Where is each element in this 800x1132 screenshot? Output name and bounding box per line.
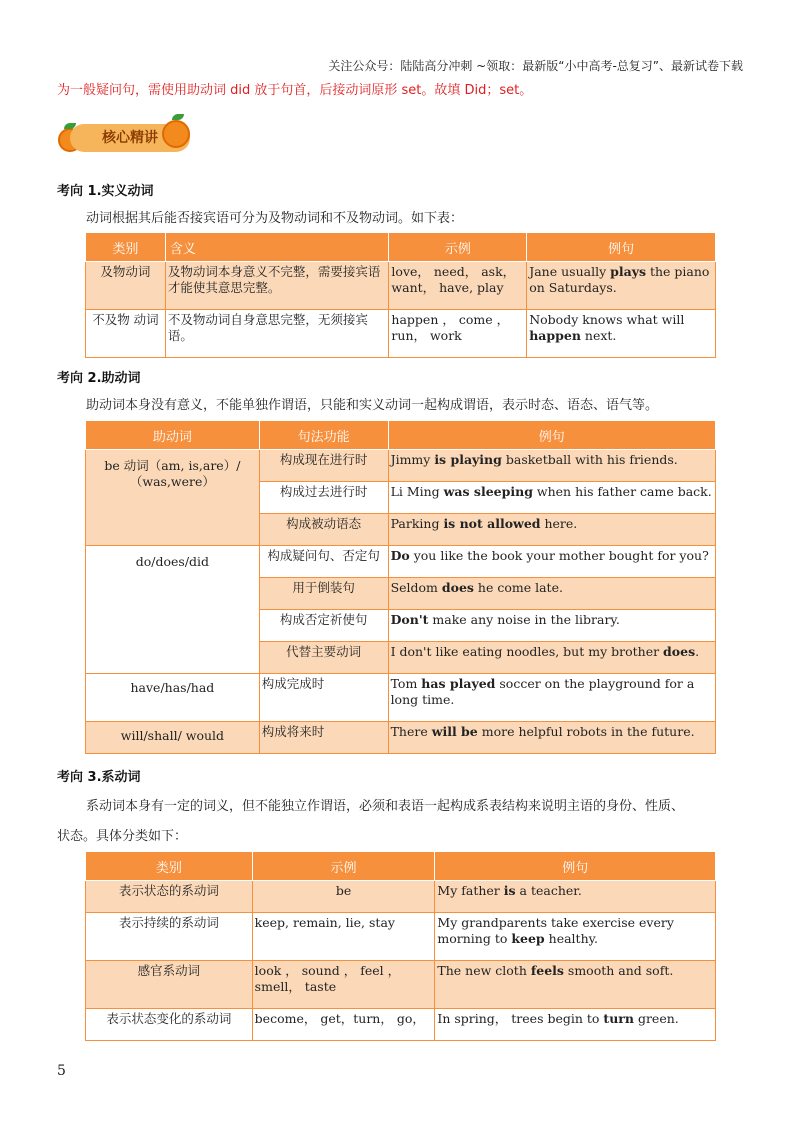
category-cell: 表示状态变化的系动词 <box>86 1009 253 1041</box>
sentence-cell: There will be more helpful robots in the future. <box>388 722 715 754</box>
category-cell: 感官系动词 <box>86 961 253 1009</box>
table-row <box>86 310 716 358</box>
sentence-cell: Seldom does he come late. <box>388 578 715 610</box>
sentence-cell: In spring， trees begin to turn green. <box>435 1009 716 1041</box>
table-header <box>86 233 716 262</box>
col-header: 例句 <box>527 233 716 262</box>
table-row <box>86 1009 716 1041</box>
section-3-desc-1: 系动词本身有一定的词义，但不能独立作谓语，必须和表语一起构成系表结构来说明主语的身份、性质、 <box>86 799 685 814</box>
page-header: 关注公众号：陆陆高分冲刺 ~领取：最新版“小中高考-总复习”、最新试卷下载 <box>328 59 743 73</box>
meaning-cell: 不及物动词自身意思完整，无须接宾语。 <box>165 310 389 358</box>
examples-cell: be <box>252 881 435 913</box>
sentence-cell: Don't make any noise in the library. <box>388 610 715 642</box>
col-header: 类别 <box>86 233 166 262</box>
table-header <box>86 852 716 881</box>
function-cell: 构成将来时 <box>259 722 388 754</box>
function-cell: 构成过去进行时 <box>259 482 388 514</box>
table-row <box>86 450 716 482</box>
col-header: 助动词 <box>86 421 260 450</box>
table-row <box>86 881 716 913</box>
function-cell: 构成疑问句、否定句 <box>259 546 388 578</box>
table-notional-verbs <box>85 232 716 358</box>
sentence-cell: Parking is not allowed here. <box>388 514 715 546</box>
sentence-cell: Tom has played soccer on the playground for a long time. <box>388 674 715 722</box>
section-3-desc-2: 状态。具体分类如下： <box>57 829 188 844</box>
col-header: 示例 <box>389 233 527 262</box>
aux-group-cell: will/shall/ would <box>86 722 260 754</box>
section-1-desc: 动词根据其后能否接宾语可分为及物动词和不及物动词。如下表： <box>86 211 464 226</box>
orange-icon-right <box>162 120 190 148</box>
aux-group-cell: do/does/did <box>86 546 260 674</box>
category-cell: 不及物 动词 <box>86 310 166 358</box>
leaf-icon-right <box>172 114 184 120</box>
table-row <box>86 913 716 961</box>
examples-cell: look ， sound ， feel ，smell， taste <box>252 961 435 1009</box>
function-cell: 用于倒装句 <box>259 578 388 610</box>
function-cell: 构成完成时 <box>259 674 388 722</box>
section-2-title: 考向 2.助动词 <box>57 371 141 386</box>
sentence-cell: Jane usually plays the piano on Saturdays. <box>527 262 716 310</box>
col-header: 示例 <box>252 852 435 881</box>
table-auxiliary-verbs <box>85 420 716 754</box>
function-cell: 代替主要动词 <box>259 642 388 674</box>
table-header <box>86 421 716 450</box>
category-cell: 表示持续的系动词 <box>86 913 253 961</box>
page-number: 5 <box>57 1063 66 1079</box>
section-1-title: 考向 1.实义动词 <box>57 184 154 199</box>
col-header: 例句 <box>388 421 715 450</box>
function-cell: 构成被动语态 <box>259 514 388 546</box>
sentence-cell: Li Ming was sleeping when his father came back. <box>388 482 715 514</box>
examples-cell: become， get，turn， go， <box>252 1009 435 1041</box>
sentence-cell: Jimmy is playing basketball with his friends. <box>388 450 715 482</box>
section-3-title: 考向 3.系动词 <box>57 770 141 785</box>
meaning-cell: 及物动词本身意义不完整，需要接宾语才能使其意思完整。 <box>165 262 389 310</box>
table-linking-verbs <box>85 851 716 1041</box>
sentence-cell: I don't like eating noodles, but my brother does. <box>388 642 715 674</box>
col-header: 例句 <box>435 852 716 881</box>
sentence-cell: Nobody knows what will happen next. <box>527 310 716 358</box>
sentence-cell: My grandparents take exercise every morning to keep healthy. <box>435 913 716 961</box>
examples-cell: happen ， come ，run， work <box>389 310 527 358</box>
badge-label: 核心精讲 <box>70 124 190 152</box>
col-header: 类别 <box>86 852 253 881</box>
table-row <box>86 546 716 578</box>
examples-cell: love， need， ask，want， have, play <box>389 262 527 310</box>
table-row <box>86 262 716 310</box>
table-row <box>86 722 716 754</box>
function-cell: 构成否定祈使句 <box>259 610 388 642</box>
category-cell: 表示状态的系动词 <box>86 881 253 913</box>
sentence-cell: Do you like the book your mother bought for you? <box>388 546 715 578</box>
function-cell: 构成现在进行时 <box>259 450 388 482</box>
aux-group-cell: have/has/had <box>86 674 260 722</box>
aux-group-cell: be 动词（am, is,are）/（was,were） <box>86 450 260 546</box>
examples-cell: keep, remain, lie, stay <box>252 913 435 961</box>
category-cell: 及物动词 <box>86 262 166 310</box>
sentence-cell: My father is a teacher. <box>435 881 716 913</box>
col-header: 句法功能 <box>259 421 388 450</box>
table-row <box>86 961 716 1009</box>
section-badge <box>58 118 198 158</box>
sentence-cell: The new cloth feels smooth and soft. <box>435 961 716 1009</box>
col-header: 含义 <box>165 233 389 262</box>
section-2-desc: 助动词本身没有意义，不能单独作谓语，只能和实义动词一起构成谓语，表示时态、语态、语气等。 <box>86 398 659 413</box>
table-row <box>86 674 716 722</box>
answer-explanation: 为一般疑问句，需使用助动词 did 放于句首，后接动词原形 set。故填 Did；set。 <box>57 83 533 98</box>
